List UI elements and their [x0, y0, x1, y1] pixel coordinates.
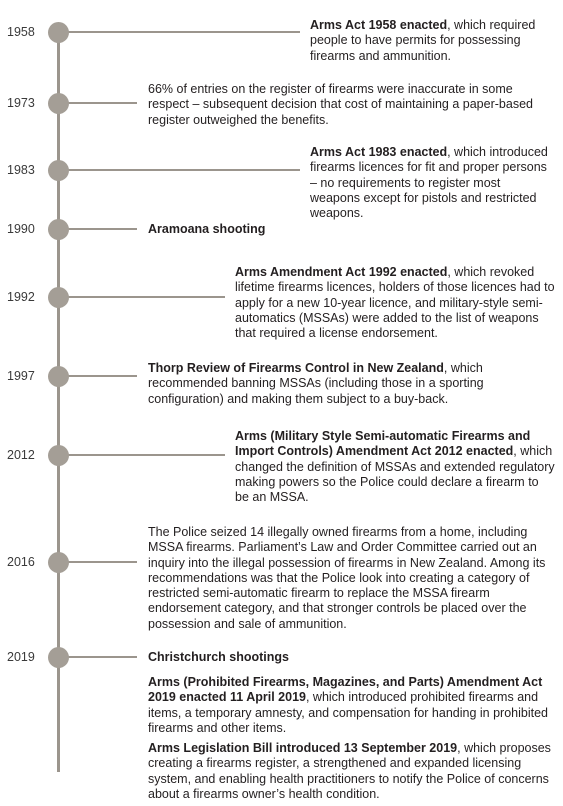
event-highlight: Arms Amendment Act 1992 enacted — [235, 265, 448, 279]
event-highlight: Arms Act 1958 enacted — [310, 18, 448, 32]
timeline-connector — [62, 454, 225, 456]
event-highlight: Christchurch shootings — [148, 650, 289, 664]
timeline-event-text — [148, 650, 553, 665]
timeline-connector — [62, 375, 137, 377]
timeline-connector — [62, 102, 137, 104]
event-highlight: Arms (Prohibited Firearms, Magazines, and Parts) Amendment Act 2019 enacted 11 April 2019 — [148, 675, 543, 705]
timeline-event-text — [310, 18, 550, 64]
timeline-marker — [48, 647, 69, 668]
timeline-marker — [48, 366, 69, 387]
timeline-marker — [48, 22, 69, 43]
event-detail: , which required people to have permits for possessing firearms and ammunition. — [310, 18, 536, 63]
timeline-event-text — [235, 429, 555, 505]
event-highlight: Aramoana shooting — [148, 222, 266, 236]
timeline-year-label: 2019 — [7, 650, 35, 664]
timeline-event-text — [148, 741, 553, 802]
timeline-connector — [62, 296, 225, 298]
event-detail: , which introduced prohibited firearms and items, a temporary amnesty, and compensation for handing in prohibited firearms and other items. — [148, 690, 548, 735]
timeline-year-label: 2012 — [7, 448, 35, 462]
timeline-year-label: 1992 — [7, 290, 35, 304]
timeline-event-text — [148, 82, 553, 128]
timeline-year-label: 2016 — [7, 555, 35, 569]
timeline-connector — [62, 561, 137, 563]
timeline-year-label: 1973 — [7, 96, 35, 110]
timeline-year-label: 1997 — [7, 369, 35, 383]
timeline-event-text — [148, 675, 553, 736]
timeline-connector — [62, 31, 300, 33]
event-detail: , which proposes creating a firearms register, a strengthened and expanded licensing system, and enabling health practitioners to notify the Police of concerns about a firearms owner’s health condition. — [148, 741, 551, 801]
timeline-marker — [48, 445, 69, 466]
event-highlight: Arms Act 1983 enacted — [310, 145, 448, 159]
timeline-year-label: 1958 — [7, 25, 35, 39]
event-highlight: Arms (Military Style Semi-automatic Firearms and Import Controls) Amendment Act 2012 enacted — [235, 429, 531, 459]
timeline-connector — [62, 228, 137, 230]
event-highlight: Arms Legislation Bill introduced 13 September 2019 — [148, 741, 458, 755]
timeline-marker — [48, 160, 69, 181]
event-highlight: Thorp Review of Firearms Control in New Zealand — [148, 361, 444, 375]
timeline-connector — [62, 169, 300, 171]
timeline-year-label: 1990 — [7, 222, 35, 236]
timeline-event-text — [235, 265, 555, 341]
timeline-marker — [48, 287, 69, 308]
timeline-marker — [48, 93, 69, 114]
timeline-marker — [48, 552, 69, 573]
event-detail: , which revoked lifetime firearms licences, holders of those licences had to apply for a new 10-year licence, and military-style semi-automatics (MSSAs) were added to the list of weapons that required a license endorsement. — [235, 265, 555, 341]
timeline-year-label: 1983 — [7, 163, 35, 177]
event-detail: , which recommended banning MSSAs (including those in a sporting configuration) and making them subject to a buy-back. — [148, 361, 484, 406]
timeline-event-text — [148, 222, 553, 237]
timeline-event-text — [148, 525, 553, 632]
event-detail: The Police seized 14 illegally owned firearms from a home, including MSSA firearms. Parliament’s Law and Order Committee carried out an inquiry into the illegal possession of firearms in New Zealand. Among its recommendations was that the Police look into creating a category of restricted semi-automatic firearm to replace the MSSA firearm endorsement category, and that stronger controls be placed over the possession and sale of ammunition. — [148, 525, 546, 631]
event-detail: 66% of entries on the register of firearms were inaccurate in some respect – subsequent decision that cost of maintaining a paper-based register outweighed the benefits. — [148, 82, 533, 127]
event-detail: , which introduced firearms licences for fit and proper persons – no requirements to register most weapons except for pistols and restricted weapons. — [310, 145, 548, 221]
timeline-event-text — [148, 361, 553, 407]
timeline-event-text — [310, 145, 550, 221]
timeline-connector — [62, 656, 137, 658]
event-detail: , which changed the definition of MSSAs and extended regulatory making powers so the Police could declare a firearm to be an MSSA. — [235, 444, 555, 505]
timeline-marker — [48, 219, 69, 240]
